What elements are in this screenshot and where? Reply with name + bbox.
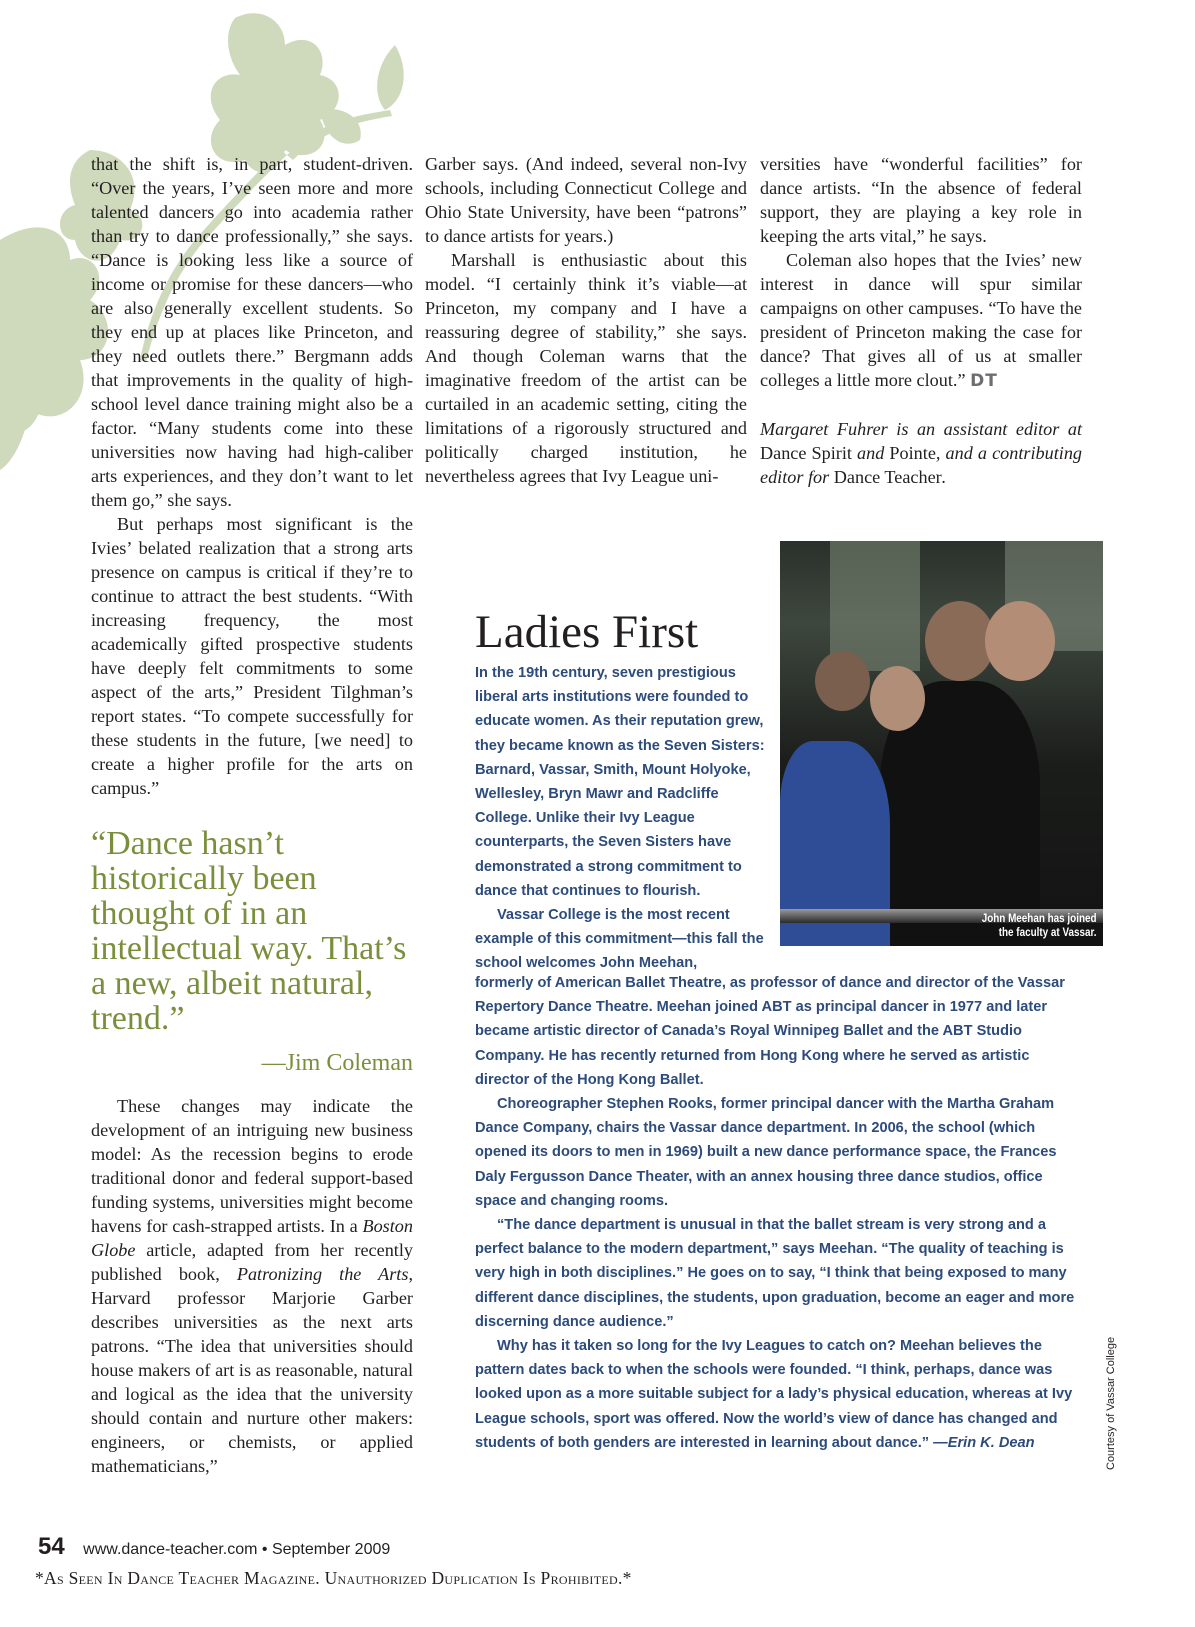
article-paragraph (760, 248, 1082, 393)
article-column-2 (425, 152, 747, 488)
article-paragraph: versities have “wonderful facilities” for dance artists. “In the absence of federal support, they are playing a key role in keeping the arts vital,” he says. (760, 154, 1082, 246)
publication-title: Pointe (889, 443, 936, 463)
text-run: and (851, 443, 890, 463)
sidebar-narrow-column (475, 661, 775, 976)
publication-title: Dance Teacher (833, 467, 942, 487)
book-title: Patronizing the Arts (236, 1264, 409, 1284)
page-footer (38, 1533, 390, 1561)
text-run: , and a contributing editor for (760, 443, 1083, 487)
text-run: , Harvard professor Marjorie Garber describes universities as the next arts patrons. “The idea that universities should house makers of art is as reasonable, natural and logical as the idea that the university should contain and nurture other makers: engineers, or chemists, or applied mathematicians,” (91, 1264, 413, 1476)
publication-title: Boston Globe (91, 1216, 413, 1260)
article-column-1 (91, 152, 413, 800)
author-bio (760, 417, 1082, 489)
photo-figure (870, 666, 925, 731)
article-paragraph (91, 1094, 413, 1478)
article-paragraph: Marshall is enthusiastic about this model. “I certainly think it’s viable—at Princeton, my company and I have a reassuring degree of stability,” she says. And though Coleman warns that the imaginative freedom of the artist can be curtailed in an academic setting, citing the limitations of a rigorously structured and politically charged institution, he nevertheless agrees that Ivy League uni- (425, 250, 747, 486)
sidebar-paragraph: In the 19th century, seven prestigious liberal arts institutions were founded to educate women. As their reputation grew, they became known as the Seven Sisters: Barnard, Vassar, Smith, Mount Holyoke, Wellesley, Bryn Mawr and Radcliffe College. Unlike their Ivy League counterparts, the Seven Sisters have demonstrated a strong commitment to dance that continues to flourish. (475, 665, 765, 899)
sidebar-paragraph: Vassar College is the most recent example of this commitment—this fall the school welcomes John Meehan, (475, 907, 764, 972)
pull-quote-attribution: —Jim Coleman (261, 1050, 413, 1076)
pull-quote (91, 826, 413, 1078)
photo-john-meehan (780, 541, 1103, 946)
text-run: Coleman also hopes that the Ivies’ new interest in dance will spur similar campaigns on other campuses. “To have the president of Princeton making the case for dance? That gives all of us at smaller colleges a little more clout.” (760, 250, 1082, 390)
article-column-3 (760, 152, 1082, 489)
sidebar-paragraph: formerly of American Ballet Theatre, as professor of dance and director of the Vassar Repertory Dance Theatre. Meehan joined ABT as principal dancer in 1977 and later became artistic director of Canada’s Royal Winnipeg Ballet and the ABT Studio Company. He has recently returned from Hong Kong where he served as artistic director of the Hong Kong Ballet. (475, 975, 1065, 1088)
photo-caption (982, 912, 1097, 940)
sidebar-wide-column (475, 971, 1075, 1455)
photo-credit: Courtesy of Vassar College (1105, 1336, 1117, 1470)
photo-caption-line: the faculty at Vassar. (999, 927, 1097, 939)
text-run: These changes may indicate the development of an intriguing new business model: As the recession begins to erode traditional donor and federal support-based funding systems, universities might become havens for cash-strapped artists. In a (91, 1096, 413, 1236)
article-paragraph: Garber says. (And indeed, several non-Ivy schools, including Connecticut College and Ohio State University, have been “patrons” to dance artists for years.) (425, 154, 747, 246)
photo-caption-line: John Meehan has joined (982, 913, 1097, 925)
text-run: . (941, 467, 947, 487)
pull-quote-text: “Dance hasn’t historically been thought of in an intellectual way. That’s a new, albeit natural, trend.” (91, 825, 407, 1037)
sidebar-paragraph: Choreographer Stephen Rooks, former principal dancer with the Martha Graham Dance Company, chairs the Vassar dance department. In 2006, the school (which opened its doors to men in 1969) built a new dance performance space, the Frances Daly Fergusson Dance Theater, with an annex housing three dance studios, office space and changing rooms. (475, 1096, 1057, 1209)
photo-figure (815, 651, 870, 711)
page-number: 54 (38, 1533, 65, 1560)
text-run: Margaret Fuhrer is an assistant editor at (760, 419, 1082, 439)
sidebar-title: Ladies First (475, 606, 699, 658)
text-run: Why has it taken so long for the Ivy Leagues to catch on? Meehan believes the pattern dates back to when the schools were founded. “I think, perhaps, dance was looked upon as a more suitable subject for a lady’s physical education, whereas at Ivy League schools, sport was offered. Now the world’s view of dance has changed and students of both genders are interested in learning about dance.” (475, 1338, 1073, 1451)
end-mark: DT (970, 371, 998, 391)
copyright-disclaimer: *As Seen In Dance Teacher Magazine. Unauthorized Duplication Is Prohibited.* (35, 1568, 632, 1588)
footer-site-date: www.dance-teacher.com • September 2009 (83, 1541, 391, 1558)
sidebar-author: —Erin K. Dean (933, 1434, 1035, 1451)
article-column-1-continued (91, 1094, 413, 1478)
publication-title: Dance Spirit (760, 443, 852, 463)
text-run: article, adapted from her recently published book, (91, 1240, 413, 1284)
ivy-leaf-icon (377, 45, 404, 110)
sidebar-paragraph: “The dance department is unusual in that the ballet stream is very strong and a perfect balance to the modern department,” says Meehan. “The quality of teaching is very high in both disciplines.” He goes on to say, “I think that being exposed to many different dance disciplines, the students, upon graduation, become an eager and more discerning dance audience.” (475, 1217, 1075, 1330)
photo-figure (985, 601, 1055, 681)
ivy-leaf-icon (211, 13, 339, 172)
article-paragraph: But perhaps most significant is the Ivies’ belated realization that a strong arts presence on campus is critical if they’re to continue to attract the best students. “With increasing frequency, the most academically gifted prospective students have deeply felt commitments to some aspect of the arts,” President Tilghman’s report states. “To compete successfully for these students in the future, [we need] to create a higher profile for the arts on campus.” (91, 514, 413, 798)
article-paragraph: that the shift is, in part, student-driven. “Over the years, I’ve seen more and more talented dancers go into academia rather than try to dance professionally,” she says. “Dance is looking less like a source of income or promise for these dancers—who are also generally excellent students. So they end up at places like Princeton, and they need outlets there.” Bergmann adds that improvements in the quality of high-school level dance training might also be a factor. “Many students come into these universities now having had high-caliber arts experiences, and they don’t want to let them go,” she says. (91, 154, 413, 510)
sidebar-paragraph (475, 1334, 1075, 1455)
